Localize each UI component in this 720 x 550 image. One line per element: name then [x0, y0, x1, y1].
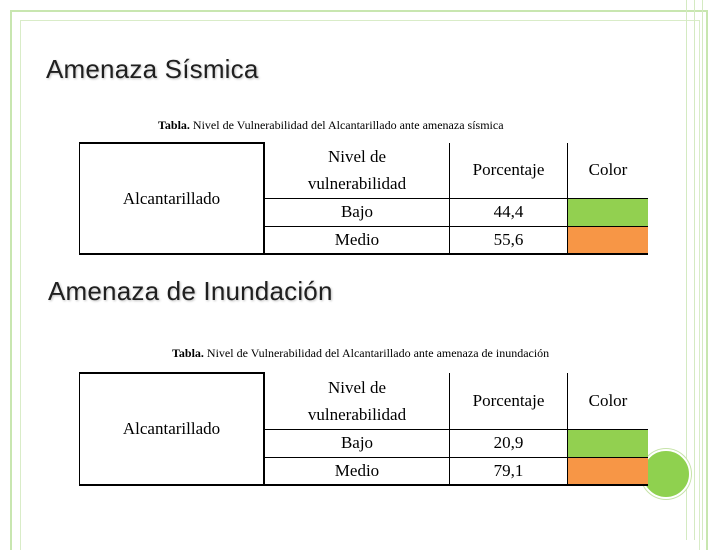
caption-lead: Tabla. — [172, 346, 204, 360]
caption-text: Nivel de Vulnerabilidad del Alcantarillado ante amenaza de inundación — [203, 346, 550, 360]
row-label: Alcantarillado — [122, 188, 221, 208]
percent-cell: 79,1 — [450, 457, 568, 485]
table-caption-flood — [172, 346, 549, 361]
percent-cell: 55,6 — [450, 226, 568, 254]
vulnerability-table-seismic — [79, 142, 648, 255]
color-swatch — [568, 226, 649, 254]
header-color: Color — [588, 160, 628, 180]
frame-side-line — [694, 0, 695, 540]
caption-text: Nivel de Vulnerabilidad del Alcantarillado ante amenaza sísmica — [189, 118, 504, 132]
percent-cell: 20,9 — [450, 429, 568, 457]
vulnerability-table-flood — [79, 372, 648, 486]
level-cell: Medio — [264, 457, 450, 485]
color-swatch — [568, 198, 649, 226]
section-heading-flood: Amenaza de Inundación — [48, 276, 333, 306]
caption-lead: Tabla. — [158, 118, 190, 132]
header-color: Color — [588, 390, 628, 410]
row-label: Alcantarillado — [122, 419, 221, 438]
row-label-cell — [80, 143, 265, 254]
header-percent: Porcentaje — [450, 143, 568, 198]
header-level-line1: Nivel de — [327, 147, 387, 167]
section-heading-seismic: Amenaza Sísmica — [46, 54, 259, 84]
row-label-cell — [80, 373, 265, 485]
header-percent: Porcentaje — [450, 373, 568, 429]
color-swatch — [568, 429, 649, 457]
level-cell: Medio — [264, 226, 450, 254]
color-swatch — [568, 457, 649, 485]
decorative-dot — [641, 449, 691, 499]
percent-cell: 44,4 — [450, 198, 568, 226]
header-level-line2: vulnerabilidad — [307, 174, 407, 194]
level-cell: Bajo — [264, 429, 450, 457]
table-caption-seismic — [158, 118, 504, 133]
header-level-line1: Nivel de — [327, 377, 387, 397]
level-cell: Bajo — [264, 198, 450, 226]
header-level — [264, 373, 450, 429]
header-level — [264, 143, 450, 198]
header-level-line2: vulnerabilidad — [307, 404, 407, 424]
frame-side-line — [702, 0, 703, 540]
